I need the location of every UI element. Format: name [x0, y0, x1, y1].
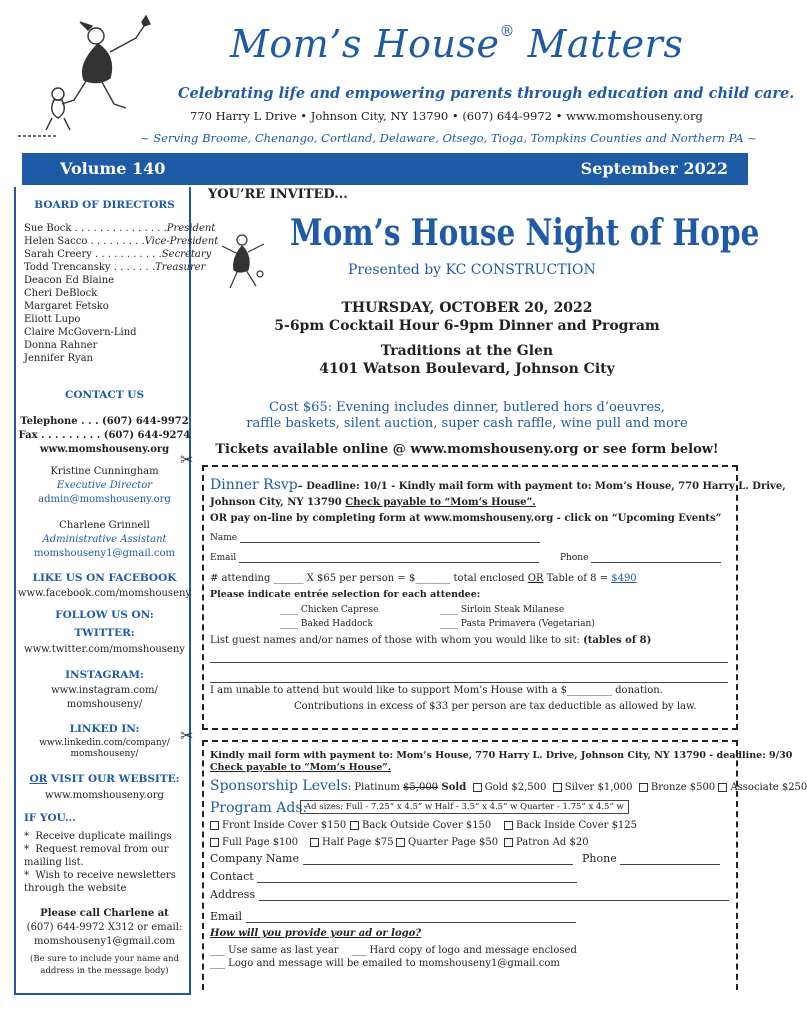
volume-band [22, 153, 748, 185]
board-member: Cheri DeBlock [24, 288, 98, 299]
guest-list-label: List guest names and/or names of those with whom you would like to sit: (tables of 8) [210, 635, 652, 646]
sponsor-check: Check payable to “Mom’s House”. [210, 762, 392, 773]
donation-line: I am unable to attend but would like to support Mom’s House with a $_________ donation. [210, 685, 663, 696]
twitter-heading: TWITTER: [74, 627, 135, 639]
board-row: Sarah Creery . . . . . . . . . . . Secretary [24, 249, 212, 260]
event-cost: Cost $65: Evening includes dinner, butlered hors d’oeuvres, raffle baskets, silent auction, super cash raffle, wine pull and more [246, 400, 688, 431]
instagram-url-2[interactable]: momshouseny/ [66, 699, 143, 710]
moms-house-logo-illustration [18, 8, 178, 138]
provide-option[interactable]: ___ Use same as last year ___ Hard copy of logo and message enclosed [210, 945, 577, 956]
phone-field[interactable]: Phone [560, 553, 721, 563]
scissors-icon: ✂ [180, 450, 194, 469]
registered-mark: ® [499, 22, 515, 40]
twitter-url[interactable]: www.twitter.com/momshouseny [24, 644, 185, 655]
linkedin-url[interactable]: www.linkedin.com/company/ [39, 738, 170, 748]
volume-number: Volume 140 [60, 159, 166, 178]
ad-option[interactable]: Quarter Page $50 [396, 837, 498, 848]
contact2-title: Administrative Assistant [42, 534, 167, 545]
sponsor-email-field[interactable]: Email [210, 910, 576, 923]
ifyou-list [24, 830, 189, 895]
board-member: Margaret Fetsko [24, 301, 109, 312]
call-note-2: address in the message body) [40, 966, 169, 976]
invited-heading: YOU’RE INVITED... [208, 187, 348, 202]
sponsorship-levels: Sponsorship Levels: Platinum $5,000 Sold Gold $2,500 Silver $1,000 Bronze $500 Associate $250 [210, 778, 807, 794]
contact2-email[interactable]: momshouseny1@gmail.com [33, 548, 176, 559]
silver-checkbox[interactable] [553, 783, 562, 792]
instagram-url[interactable]: www.instagram.com/ [51, 685, 158, 696]
list-item: * Wish to receive newsletters through the website [24, 870, 176, 894]
tickets-info: Tickets available online @ www.momshouseny.org or see form below! [215, 442, 719, 457]
facebook-url[interactable]: www.facebook.com/momshouseny [17, 588, 192, 599]
call-line-1: Please call Charlene at [40, 908, 169, 919]
gold-checkbox[interactable] [473, 783, 482, 792]
visit-heading: OR VISIT OUR WEBSITE: [29, 773, 180, 785]
instagram-heading: INSTAGRAM: [65, 669, 144, 681]
event-venue: Traditions at the Glen [380, 343, 554, 359]
board-row: Helen Sacco . . . . . . . . . Vice-President [24, 236, 219, 247]
rsvp-header: Dinner Rsvp– Deadline: 10/1 - Kindly mail form with payment to: Mom’s House, 770 Harry L. Drive, [210, 477, 786, 493]
board-officers [24, 222, 219, 365]
board-heading: BOARD OF DIRECTORS [34, 199, 175, 211]
sidebar [14, 187, 219, 995]
entree-option[interactable]: ____ Baked Haddock [280, 619, 373, 629]
follow-heading: FOLLOW US ON: [55, 609, 154, 621]
call-email[interactable]: momshouseny1@gmail.com [33, 936, 176, 947]
rsvp-check: Johnson City, NY 13790 Check payable to “Mom’s House”. [210, 497, 536, 508]
linkedin-url-2[interactable]: momshouseny/ [70, 749, 139, 759]
board-member: Claire McGovern-Lind [24, 327, 137, 338]
guest-line[interactable] [210, 672, 728, 683]
call-line-2: (607) 644-9972 X312 or email: [26, 922, 183, 933]
rsvp-online: OR pay on-line by completing form at www.momshouseny.org - click on “Upcoming Events” [210, 513, 722, 524]
provide-option[interactable]: ___ Logo and message will be emailed to momshouseny1@gmail.com [210, 958, 560, 969]
visit-url[interactable]: www.momshouseny.org [45, 790, 164, 801]
address-field[interactable]: Address [210, 888, 729, 901]
event-address: 4101 Watson Boulevard, Johnson City [319, 361, 615, 377]
ad-option[interactable]: Full Page $100 [210, 837, 298, 848]
event-title: Mom’s House Night of Hope [290, 212, 760, 254]
company-name-field[interactable]: Company Name [210, 852, 573, 865]
linkedin-heading: LINKED IN: [69, 723, 140, 735]
guest-line[interactable] [210, 652, 728, 663]
ad-option[interactable]: Front Inside Cover $150 [210, 820, 346, 831]
rsvp-form [202, 465, 786, 730]
name-field[interactable]: Name [210, 533, 540, 543]
ad-option[interactable]: Back Inside Cover $125 [504, 820, 637, 831]
sponsor-mail-info: Kindly mail form with payment to: Mom’s House, 770 Harry L. Drive, Johnson City, NY 13790 - deadline: 9/30 [210, 750, 793, 761]
board-member: Jennifer Ryan [24, 353, 93, 364]
board-row: Todd Trencansky . . . . . . . Treasurer [24, 262, 206, 273]
sponsor-phone-field[interactable]: Phone [582, 852, 720, 865]
call-note-1: (Be sure to include your name and [30, 954, 179, 964]
scissors-icon: ✂ [180, 726, 194, 745]
ad-option[interactable]: Back Outside Cover $150 [350, 820, 491, 831]
contact2-name: Charlene Grinnell [59, 520, 150, 531]
contact1-email[interactable]: admin@momshouseny.org [38, 494, 171, 505]
contact1-title: Executive Director [56, 480, 153, 491]
header-address: 770 Harry L Drive • Johnson City, NY 13790 • (607) 644-9972 • www.momshouseny.org [190, 109, 703, 123]
attending-line: # attending ______ X $65 per person = $_______ total enclosed OR Table of 8 = $490 [210, 573, 637, 584]
list-item: * Request removal from our mailing list. [24, 844, 169, 868]
email-field[interactable]: Email [210, 553, 539, 563]
entree-option[interactable]: ____ Chicken Caprese [280, 605, 379, 615]
contact1-name: Kristine Cunningham [50, 466, 159, 477]
dancing-figure-icon [212, 230, 278, 300]
board-member: Donna Rahner [24, 340, 98, 351]
presented-by: Presented by KC CONSTRUCTION [348, 262, 596, 278]
contact-website[interactable]: www.momshouseny.org [39, 444, 170, 455]
tax-deductible-note: Contributions in excess of $33 per person are tax deductible as allowed by law. [294, 701, 697, 712]
entree-option[interactable]: ____ Pasta Primavera (Vegetarian) [440, 619, 595, 629]
board-member: Deacon Ed Blaine [24, 275, 115, 286]
entree-heading: Please indicate entrée selection for each attendee: [210, 589, 481, 600]
fax: Fax . . . . . . . . . (607) 644-9274 [18, 430, 191, 441]
ad-sizes-box: Ad sizes: Full - 7.25” x 4.5” w Half - 3.5” x 4.5” w Quarter - 1.75” x 4.5” w [300, 800, 629, 814]
ad-option[interactable]: Half Page $75 [310, 837, 394, 848]
event-date: THURSDAY, OCTOBER 20, 2022 [341, 300, 593, 316]
telephone: Telephone . . . (607) 644-9972 [20, 416, 189, 427]
sponsorship-form [202, 740, 807, 990]
newsletter-title: Mom’s House® Matters [230, 22, 684, 66]
facebook-heading: LIKE US ON FACEBOOK [32, 572, 177, 584]
event-times: 5-6pm Cocktail Hour 6-9pm Dinner and Program [274, 318, 660, 334]
board-member: Eliott Lupo [24, 314, 81, 325]
program-ads-heading: Program Ads: [210, 800, 308, 816]
contact-heading: CONTACT US [64, 389, 145, 401]
board-row: Sue Bock . . . . . . . . . . . . . . . President [24, 223, 216, 234]
tagline: Celebrating life and empowering parents through education and child care. [178, 85, 795, 102]
ifyou-heading: IF YOU... [24, 812, 76, 824]
provide-ad-heading: How will you provide your ad or logo? [210, 928, 422, 939]
issue-date: September 2022 [580, 159, 728, 178]
entree-option[interactable]: ____ Sirloin Steak Milanese [440, 605, 565, 615]
ad-option[interactable]: Patron Ad $20 [504, 837, 589, 848]
serving-counties: ~ Serving Broome, Chenango, Cortland, Delaware, Otsego, Tioga, Tompkins Counties and Northern PA ~ [140, 131, 757, 145]
associate-checkbox[interactable] [718, 783, 727, 792]
bronze-checkbox[interactable] [639, 783, 648, 792]
list-item: * Receive duplicate mailings [24, 831, 172, 842]
contact-field[interactable]: Contact [210, 870, 577, 883]
